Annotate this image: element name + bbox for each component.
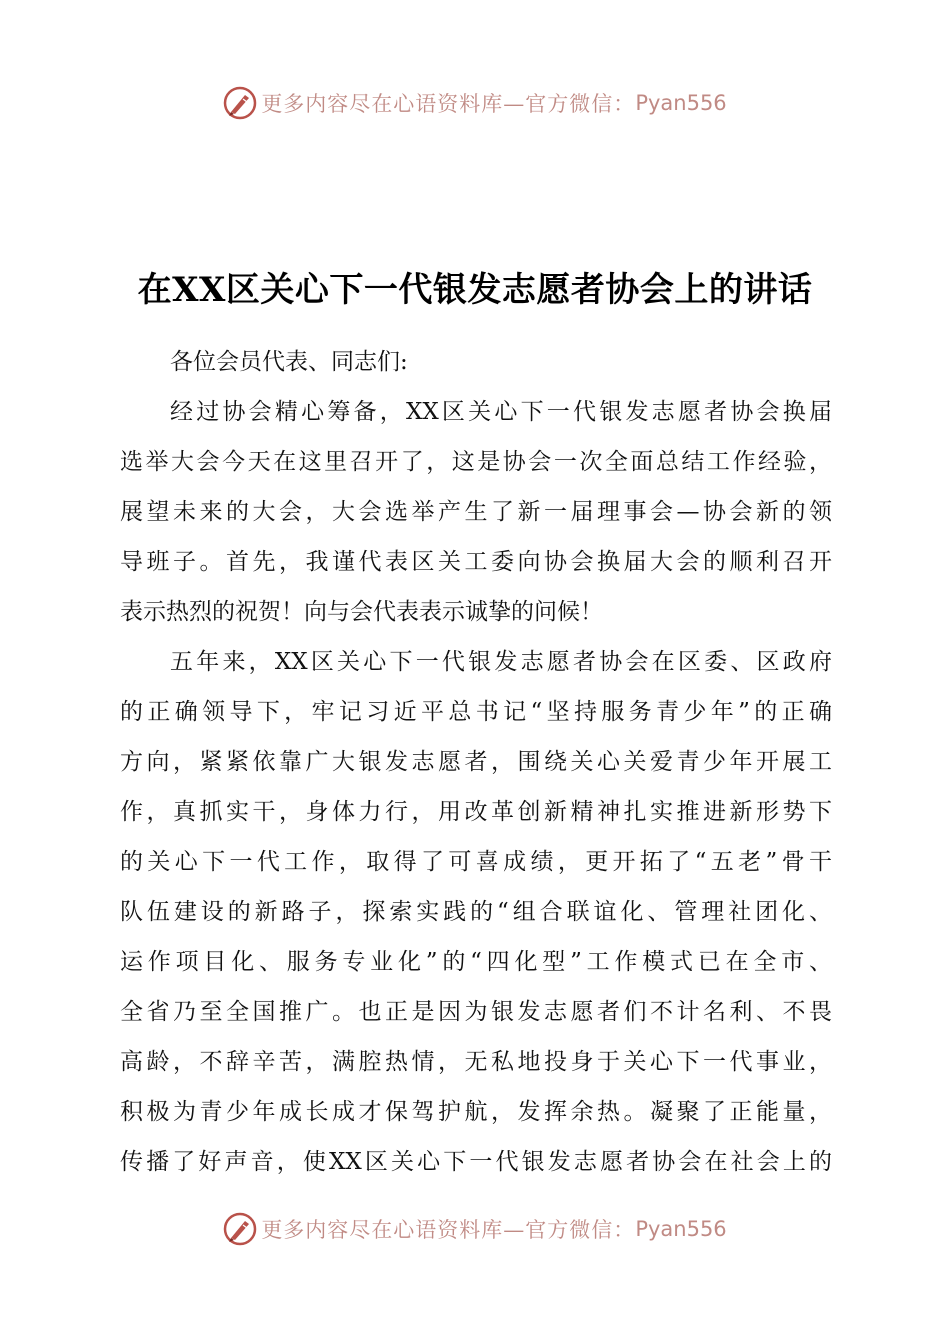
footer-banner-wechat-id: Pyan556 — [635, 1217, 727, 1241]
header-banner — [0, 83, 950, 123]
footer-banner — [0, 1209, 950, 1249]
body-text-line: 的关心下一代工作，取得了可喜成绩，更开拓了“五老”骨干 — [120, 849, 832, 875]
body-text-line: 方向，紧紧依靠广大银发志愿者，围绕关心关爱青少年开展工 — [120, 749, 832, 775]
body-text-line: 高龄，不辞辛苦，满腔热情，无私地投身于关心下一代事业， — [120, 1049, 832, 1075]
body-text-line: 经过协会精心筹备，XX区关心下一代银发志愿者协会换届 — [170, 399, 832, 425]
body-text-line: 传播了好声音，使XX区关心下一代银发志愿者协会在社会上的 — [120, 1149, 832, 1175]
body-text-line: 全省乃至全国推广。也正是因为银发志愿者们不计名利、不畏 — [120, 999, 832, 1025]
body-text-line: 导班子。首先，我谨代表区关工委向协会换届大会的顺利召开 — [120, 549, 832, 575]
body-text-line: 五年来，XX区关心下一代银发志愿者协会在区委、区政府 — [170, 649, 832, 675]
body-text-line: 各位会员代表、同志们: — [170, 349, 408, 375]
document-body — [120, 337, 832, 1187]
body-text-line: 选举大会今天在这里召开了，这是协会一次全面总结工作经验， — [120, 449, 832, 475]
quill-pen-logo-icon — [223, 86, 257, 120]
footer-banner-text: 更多内容尽在心语资料库—官方微信： — [261, 1218, 636, 1242]
body-text-line: 作，真抓实干，身体力行，用改革创新精神扎实推进新形势下 — [120, 799, 832, 825]
body-text-line: 积极为青少年成长成才保驾护航，发挥余热。凝聚了正能量， — [120, 1099, 832, 1125]
body-text-line: 表示热烈的祝贺！向与会代表表示诚挚的问候！ — [120, 599, 603, 625]
header-banner-wechat-id: Pyan556 — [635, 91, 727, 115]
body-text-line: 展望未来的大会，大会选举产生了新一届理事会—协会新的领 — [120, 499, 832, 525]
body-text-line: 运作项目化、服务专业化”的“四化型”工作模式已在全市、 — [120, 949, 832, 975]
document-title: 在XX区关心下一代银发志愿者协会上的讲话 — [137, 270, 813, 310]
body-text-line: 队伍建设的新路子，探索实践的“组合联谊化、管理社团化、 — [120, 899, 832, 925]
body-text-line: 的正确领导下，牢记习近平总书记“坚持服务青少年”的正确 — [120, 699, 832, 725]
quill-pen-logo-icon — [223, 1212, 257, 1246]
header-banner-text: 更多内容尽在心语资料库—官方微信： — [261, 92, 636, 116]
